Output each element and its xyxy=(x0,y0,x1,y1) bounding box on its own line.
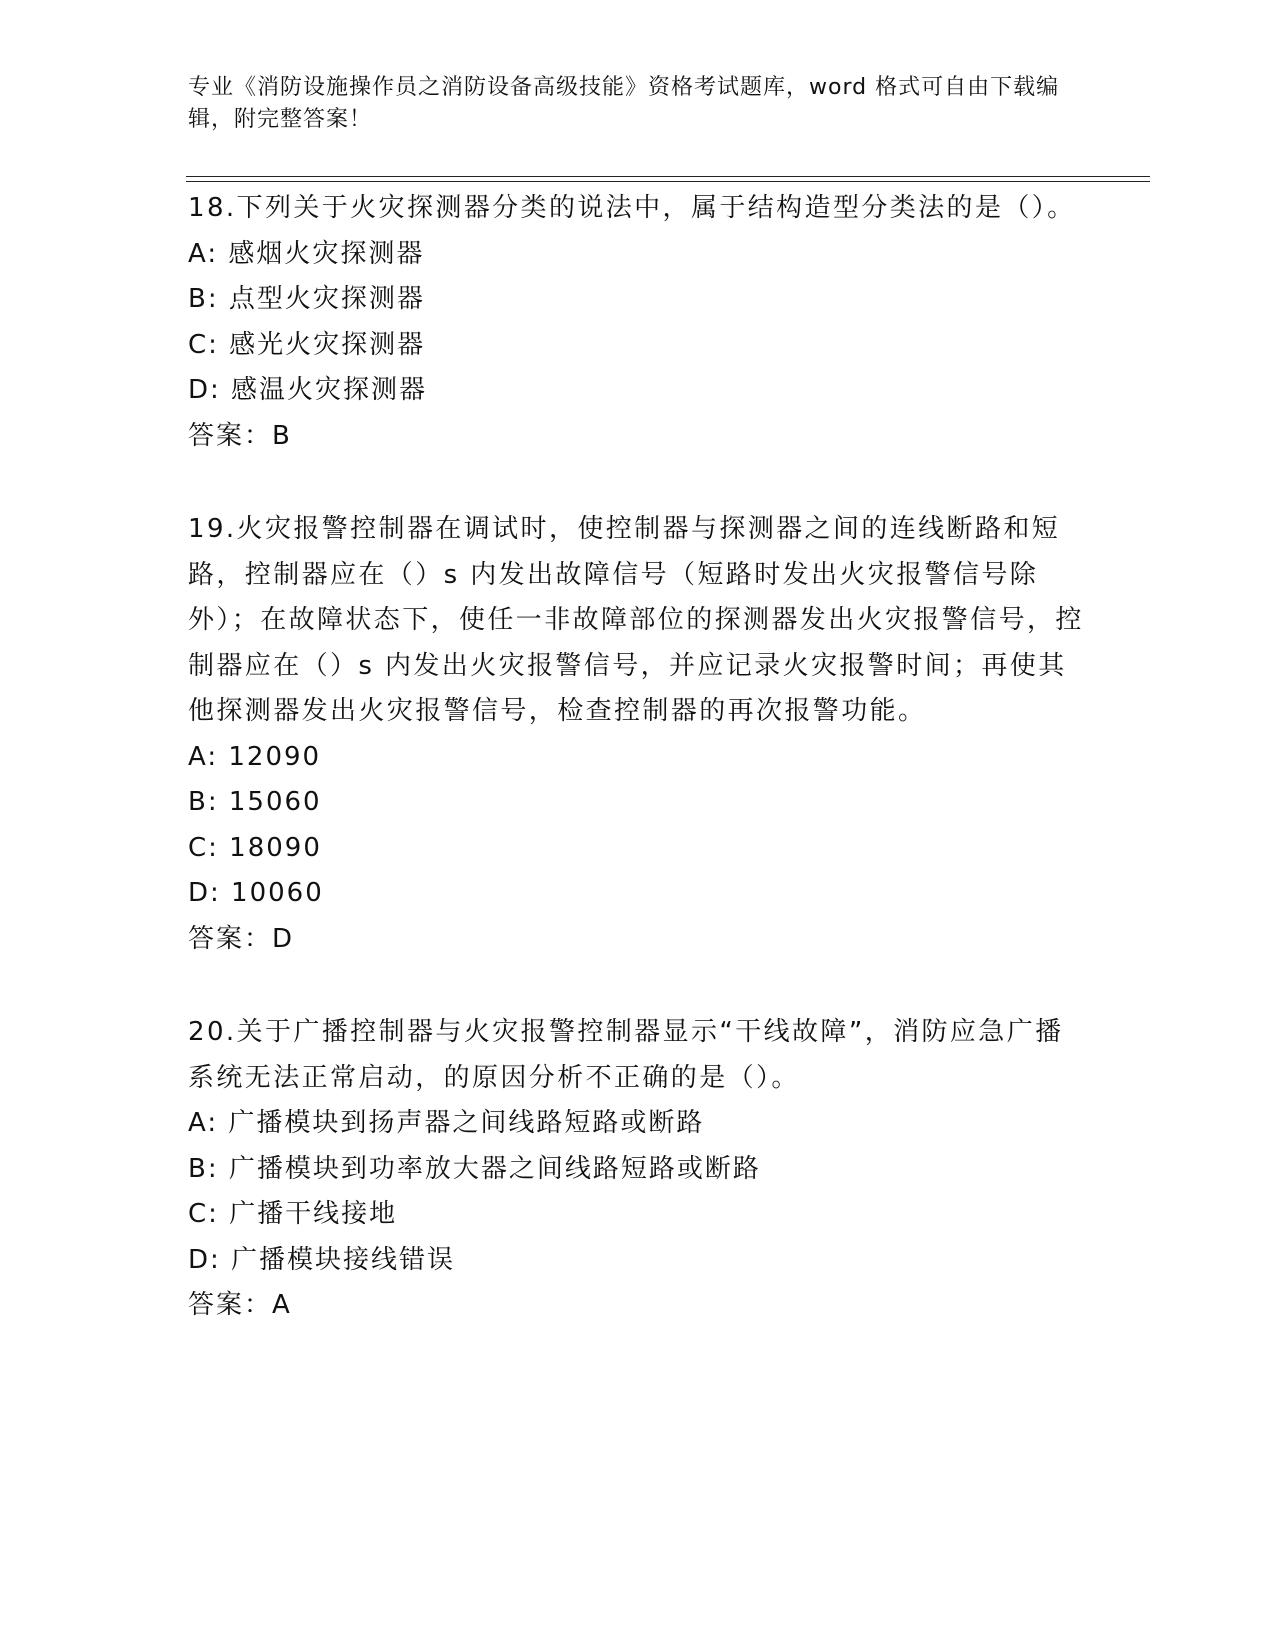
answer: 答案：A xyxy=(188,1290,292,1320)
answer: 答案：B xyxy=(188,420,292,451)
option-a: A: 广播模块到扬声器之间线路短路或断路 xyxy=(188,1108,705,1138)
option-c: C: 广播干线接地 xyxy=(188,1199,398,1229)
option-a: A: 感烟火灾探测器 xyxy=(188,238,425,269)
header-divider-top xyxy=(186,176,1150,177)
option-d: D: 感温火灾探测器 xyxy=(188,375,428,405)
option-d: D: 广播模块接线错误 xyxy=(188,1244,456,1275)
question-18 xyxy=(188,186,1088,459)
question-20 xyxy=(188,1010,1088,1329)
question-19 xyxy=(188,507,1088,962)
question-text: 19.火灾报警控制器在调试时，使控制器与探测器之间的连线断路和短路，控制器应在（）s 内发出故障信号（短路时发出火灾报警信号除外）；在故障状态下，使任一非故障部位的探测器发出火灾报警信号，控制器应在（）s 内发出火灾报警信号，并应记录火灾报警时间；再使其他探测器发出火灾报警信号，检查控制器的再次报警功能。 xyxy=(188,514,1084,726)
option-b: B: 点型火灾探测器 xyxy=(188,284,425,314)
answer: 答案：D xyxy=(188,923,295,954)
question-text: 18.下列关于火灾探测器分类的说法中，属于结构造型分类法的是（）。 xyxy=(188,193,1076,223)
question-list xyxy=(188,186,1088,1377)
option-c: C: 感光火灾探测器 xyxy=(188,329,426,360)
option-d: D: 10060 xyxy=(188,878,324,908)
option-c: C: 18090 xyxy=(188,832,322,863)
option-b: B: 广播模块到功率放大器之间线路短路或断路 xyxy=(188,1153,761,1184)
header-divider-bottom xyxy=(186,181,1150,182)
option-a: A: 12090 xyxy=(188,741,322,772)
question-text: 20.关于广播控制器与火灾报警控制器显示“干线故障”，消防应急广播系统无法正常启动，的原因分析不正确的是（）。 xyxy=(188,1017,1064,1093)
option-b: B: 15060 xyxy=(188,787,322,817)
document-header: 专业《消防设施操作员之消防设备高级技能》资格考试题库，word 格式可自由下载编辑，附完整答案！ xyxy=(188,75,1060,132)
